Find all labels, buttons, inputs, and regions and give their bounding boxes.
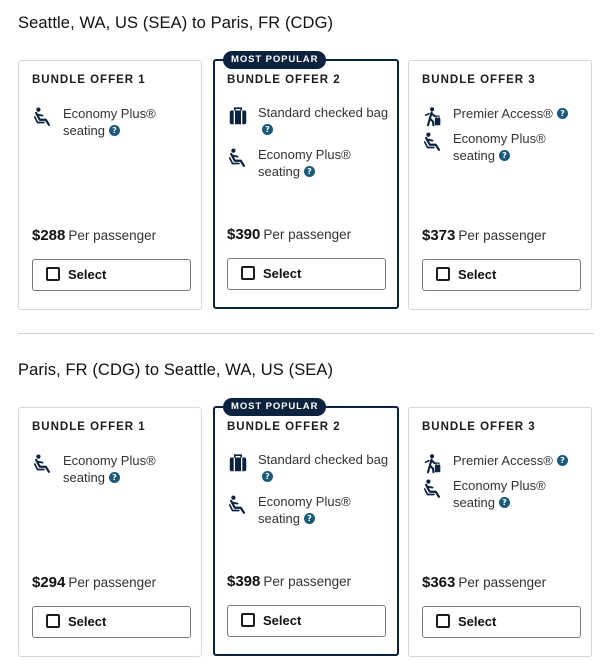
select-button[interactable] [422,259,581,291]
bundle-card-1 [18,407,202,657]
seat-icon [227,494,249,516]
price: $373 [422,227,456,244]
feature-text: Economy Plus® seating [453,478,546,510]
bundle-card-1 [18,60,202,310]
suitcase-icon [227,105,249,127]
checkbox[interactable] [46,267,60,281]
info-icon[interactable]: ? [499,150,510,161]
seat-icon [32,453,54,475]
info-icon[interactable]: ? [262,471,273,482]
price-row [227,573,351,591]
checkbox[interactable] [241,613,255,627]
feature-text: Standard checked bag [258,452,389,467]
divider [18,333,594,334]
price-unit: Per passenger [68,575,157,590]
price-row [32,574,156,592]
checkbox[interactable] [436,267,450,281]
select-label: Select [68,614,107,629]
info-icon[interactable]: ? [304,513,315,524]
feature-item [422,130,583,164]
select-button[interactable] [227,258,386,290]
select-label: Select [263,613,302,628]
checkbox[interactable] [241,266,255,280]
select-button[interactable] [227,605,386,637]
segment-title: Seattle, WA, US (SEA) to Paris, FR (CDG) [18,14,334,32]
feature-text: Economy Plus® seating [63,453,156,485]
bundle-card-3 [408,60,592,310]
select-button[interactable] [32,259,191,291]
bundle-title: BUNDLE OFFER 2 [227,421,341,433]
feature-text: Economy Plus® seating [63,106,156,138]
feature-item [227,104,389,138]
select-label: Select [68,267,107,282]
price-row [422,227,546,245]
feature-item [227,146,389,180]
price-unit: Per passenger [68,228,157,243]
info-icon[interactable]: ? [499,497,510,508]
suitcase-icon [227,452,249,474]
feature-item [422,452,583,469]
feature-item [32,452,193,486]
bundle-title: BUNDLE OFFER 1 [32,421,146,433]
info-icon[interactable]: ? [109,125,120,136]
select-button[interactable] [32,606,191,638]
info-icon[interactable]: ? [304,166,315,177]
bundle-card-2 [213,401,399,656]
feature-list [32,105,193,147]
most-popular-badge: MOST POPULAR [223,51,326,69]
price: $363 [422,574,456,591]
feature-item [32,105,193,139]
feature-list [227,104,389,188]
feature-text: Premier Access® [453,106,553,121]
traveler-icon [422,106,444,128]
segment-title: Paris, FR (CDG) to Seattle, WA, US (SEA) [18,361,334,379]
select-button[interactable] [422,606,581,638]
feature-list [227,451,389,535]
price: $398 [227,573,261,590]
info-icon[interactable]: ? [109,472,120,483]
price-unit: Per passenger [263,227,352,242]
feature-text: Premier Access® [453,453,553,468]
price-unit: Per passenger [263,574,352,589]
checkbox[interactable] [436,614,450,628]
bundle-card-2 [213,54,399,309]
most-popular-badge: MOST POPULAR [223,398,326,416]
feature-text: Economy Plus® seating [453,131,546,163]
feature-item [422,105,583,122]
seat-icon [422,131,444,153]
price-row [32,227,156,245]
price: $390 [227,226,261,243]
feature-text: Standard checked bag [258,105,389,120]
info-icon[interactable]: ? [262,124,273,135]
select-label: Select [458,614,497,629]
price: $294 [32,574,66,591]
info-icon[interactable]: ? [557,108,568,119]
feature-list [422,105,583,172]
bundle-title: BUNDLE OFFER 2 [227,74,341,86]
checkbox[interactable] [46,614,60,628]
price-row [227,226,351,244]
price-unit: Per passenger [458,575,547,590]
seat-icon [227,147,249,169]
seat-icon [422,478,444,500]
bundle-card-3 [408,407,592,657]
price-row [422,574,546,592]
feature-item [227,451,389,485]
segment-return [0,347,600,660]
feature-text: Economy Plus® seating [258,494,351,526]
feature-item [422,477,583,511]
feature-item [227,493,389,527]
price: $288 [32,227,66,244]
feature-list [32,452,193,494]
select-label: Select [263,266,302,281]
price-unit: Per passenger [458,228,547,243]
seat-icon [32,106,54,128]
feature-list [422,452,583,519]
bundle-title: BUNDLE OFFER 1 [32,74,146,86]
feature-text: Economy Plus® seating [258,147,351,179]
info-icon[interactable]: ? [557,455,568,466]
bundle-title: BUNDLE OFFER 3 [422,74,536,86]
traveler-icon [422,453,444,475]
bundle-title: BUNDLE OFFER 3 [422,421,536,433]
select-label: Select [458,267,497,282]
